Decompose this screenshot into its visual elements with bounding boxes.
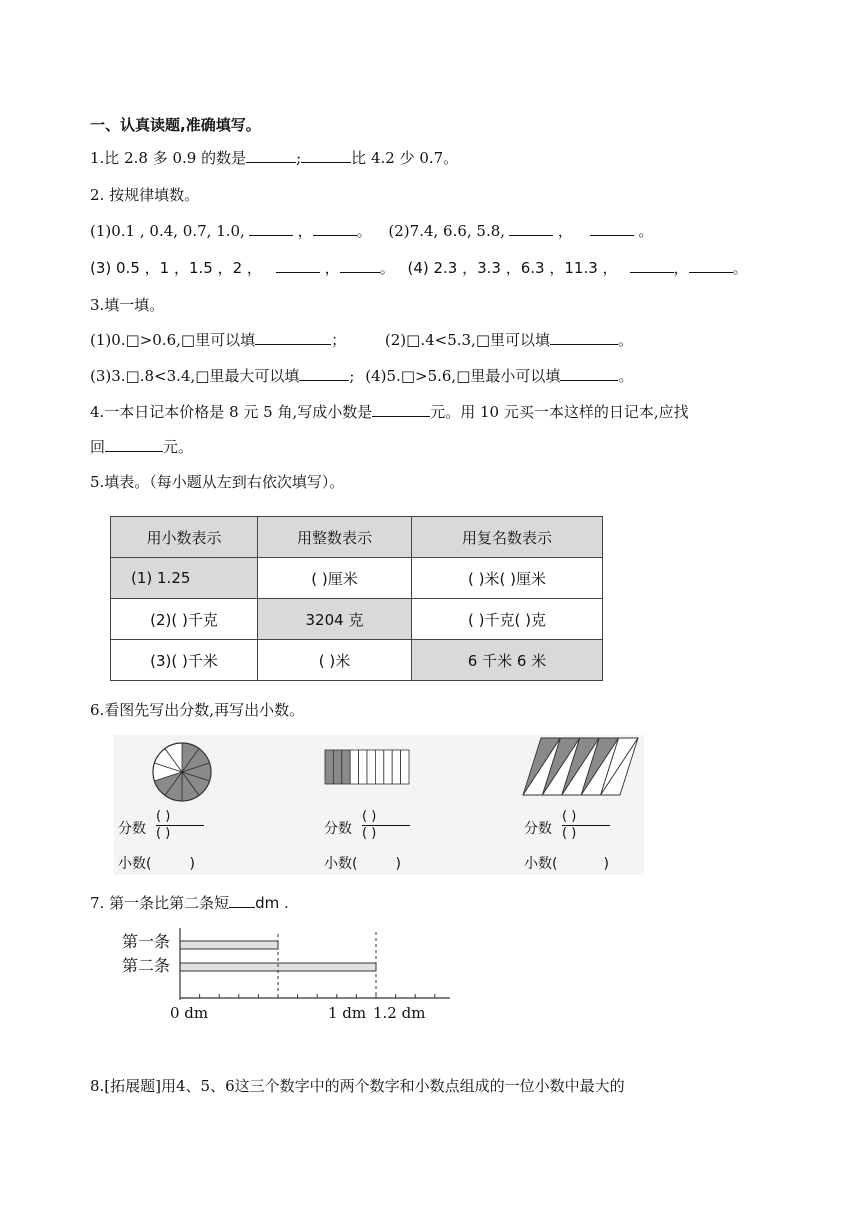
rectangle-part xyxy=(367,750,375,784)
q1-text-c: 比 4.2 少 0.7。 xyxy=(351,149,459,167)
decimal-paren-close: ) xyxy=(189,856,195,872)
table-cell: 6 千米 6 米 xyxy=(412,640,603,681)
q2-blank-1[interactable] xyxy=(249,221,293,236)
fraction-label: 分数 xyxy=(524,821,552,837)
table-cell: 3204 克 xyxy=(258,599,412,640)
table-row xyxy=(111,640,603,681)
parallelogram-figure xyxy=(522,737,640,797)
q2-end: 。 xyxy=(356,222,372,240)
bar-length-diagram xyxy=(118,928,458,1028)
fraction-blank[interactable] xyxy=(156,810,204,841)
question-5-title: 5.填表。（每小题从左到右依次填写）。 xyxy=(90,473,345,491)
q2-sep: ， xyxy=(673,259,689,277)
q2-sep: ， xyxy=(297,222,313,240)
numerator-paren: ( ) xyxy=(562,809,577,824)
table-row xyxy=(111,558,603,599)
decimal-label xyxy=(324,853,401,873)
q2-blank-2[interactable] xyxy=(313,221,357,236)
q7-blank[interactable] xyxy=(229,893,255,908)
rectangle-part xyxy=(342,750,350,784)
question-6-title: 6.看图先写出分数,再写出小数。 xyxy=(90,701,305,719)
q2-blank-7[interactable] xyxy=(630,258,674,273)
question-2-title: 2. 按规律填数。 xyxy=(90,186,200,204)
first-bar-label: 第一条 xyxy=(122,932,171,951)
q3-item-4: (4)5.□>5.6,□里最小可以填 xyxy=(365,367,561,385)
fraction-figures-panel xyxy=(114,735,644,875)
table-header: 用小数表示 xyxy=(111,517,258,558)
fraction-label: 分数 xyxy=(118,821,146,837)
fraction-blank[interactable] xyxy=(562,810,610,841)
q4-blank-2[interactable] xyxy=(105,437,163,452)
question-3-title: 3.填一填。 xyxy=(90,296,165,314)
q2-seq-1: (1)0.1 , 0.4, 0.7, 1.0, xyxy=(90,222,245,240)
table-cell[interactable]: ( )米( )厘米 xyxy=(412,558,603,599)
numerator-paren: ( ) xyxy=(362,809,377,824)
decimal-label-text: 小数 xyxy=(118,856,146,872)
q2-blank-4[interactable] xyxy=(590,221,634,236)
decimal-paren-open: ( xyxy=(552,856,558,872)
rectangle-part xyxy=(392,750,400,784)
q3-item-2: (2)□.4<5.3,□里可以填 xyxy=(384,331,551,349)
denominator-paren: ( ) xyxy=(562,826,577,841)
table-header: 用复名数表示 xyxy=(412,517,603,558)
q3-blank-2[interactable] xyxy=(550,330,618,345)
table-cell[interactable]: ( )千克( )克 xyxy=(412,599,603,640)
denominator-paren: ( ) xyxy=(362,826,377,841)
rectangle-part xyxy=(359,750,367,784)
q2-end: 。 xyxy=(732,259,748,277)
q7-text-b: dm . xyxy=(255,894,289,912)
denominator-paren: ( ) xyxy=(156,826,171,841)
q7-text-a: 7. 第一条比第二条短 xyxy=(90,894,230,912)
q2-seq-2: (2)7.4, 6.6, 5.8, xyxy=(388,222,506,240)
q3-end: 。 xyxy=(618,367,634,385)
q2-sep: ， xyxy=(324,259,340,277)
q3-blank-4[interactable] xyxy=(560,366,618,381)
section-title: 一、认真读题,准确填写。 xyxy=(90,116,261,134)
question-2-row-1 xyxy=(90,221,653,241)
question-4-line-1 xyxy=(90,402,689,422)
table-header: 用整数表示 xyxy=(258,517,412,558)
rectangle-part xyxy=(375,750,383,784)
circle-figure xyxy=(150,740,214,804)
q2-seq-4: (4) 2.3 ，3.3 ，6.3 ，11.3 ， xyxy=(407,259,618,277)
rectangle-part xyxy=(401,750,409,784)
table-cell[interactable]: (2)( )千克 xyxy=(111,599,258,640)
q2-end: 。 xyxy=(379,259,395,277)
table-cell: (1) 1.25 xyxy=(111,558,258,599)
question-7 xyxy=(90,893,289,913)
q3-blank-3[interactable] xyxy=(299,366,349,381)
conversion-table xyxy=(110,516,603,681)
table-cell[interactable]: (3)( )千米 xyxy=(111,640,258,681)
fraction-blank[interactable] xyxy=(362,810,410,841)
tick-label-1-2: 1.2 dm xyxy=(373,1004,426,1022)
tick-label-0: 0 dm xyxy=(170,1004,209,1022)
fraction-label: 分数 xyxy=(324,821,352,837)
q3-sep: ; xyxy=(349,367,355,385)
decimal-label xyxy=(524,853,609,873)
q4-text-a: 4.一本日记本价格是 8 元 5 角,写成小数是 xyxy=(90,403,373,421)
q3-item-1: (1)0.□>0.6,□里可以填 xyxy=(90,331,256,349)
question-8: 8.[拓展题]用4、5、6这三个数字中的两个数字和小数点组成的一位小数中最大的 xyxy=(90,1077,625,1095)
rectangle-parts xyxy=(325,750,409,784)
table-header-row xyxy=(111,517,603,558)
numerator-paren: ( ) xyxy=(156,809,171,824)
q2-blank-3[interactable] xyxy=(509,221,553,236)
q2-blank-5[interactable] xyxy=(276,258,320,273)
q3-sep: ； xyxy=(331,331,347,349)
q2-blank-6[interactable] xyxy=(340,258,380,273)
rectangle-figure xyxy=(324,749,410,785)
q2-seq-3: (3) 0.5 ，1 ，1.5 ，2 ， xyxy=(90,259,262,277)
q4-text-d: 元。 xyxy=(163,438,194,456)
rectangle-part xyxy=(325,750,333,784)
q2-end: 。 xyxy=(638,222,654,240)
parallelogram-parts xyxy=(523,738,638,795)
q1-text-b: ; xyxy=(296,149,302,167)
second-bar-label: 第二条 xyxy=(122,956,171,975)
question-1 xyxy=(90,148,458,168)
table-cell[interactable]: ( )米 xyxy=(258,640,412,681)
question-2-row-2 xyxy=(90,258,748,278)
q3-end: 。 xyxy=(618,331,634,349)
question-3-row-1 xyxy=(90,330,633,350)
q1-blank-1[interactable] xyxy=(246,148,296,163)
rectangle-part xyxy=(350,750,358,784)
table-cell[interactable]: ( )厘米 xyxy=(258,558,412,599)
decimal-paren-close: ) xyxy=(603,856,609,872)
decimal-label-text: 小数 xyxy=(524,856,552,872)
question-4-line-2 xyxy=(90,437,193,457)
decimal-paren-open: ( xyxy=(352,856,358,872)
q3-blank-1[interactable] xyxy=(255,330,331,345)
q4-text-c: 回 xyxy=(90,438,106,456)
first-bar xyxy=(180,941,278,949)
rectangle-part xyxy=(384,750,392,784)
question-3-row-2 xyxy=(90,366,633,386)
table-row xyxy=(111,599,603,640)
q3-item-3: (3)3.□.8<3.4,□里最大可以填 xyxy=(90,367,300,385)
q2-sep: ， xyxy=(557,222,573,240)
rectangle-part xyxy=(333,750,341,784)
q2-blank-8[interactable] xyxy=(689,258,733,273)
tick-label-1: 1 dm xyxy=(328,1004,367,1022)
q4-blank-1[interactable] xyxy=(372,402,430,417)
q4-text-b: 元。用 10 元买一本这样的日记本,应找 xyxy=(430,403,689,421)
decimal-paren-close: ) xyxy=(395,856,401,872)
decimal-label xyxy=(118,853,195,873)
decimal-paren-open: ( xyxy=(146,856,152,872)
q1-text-a: 1.比 2.8 多 0.9 的数是 xyxy=(90,149,247,167)
decimal-label-text: 小数 xyxy=(324,856,352,872)
q1-blank-2[interactable] xyxy=(301,148,351,163)
